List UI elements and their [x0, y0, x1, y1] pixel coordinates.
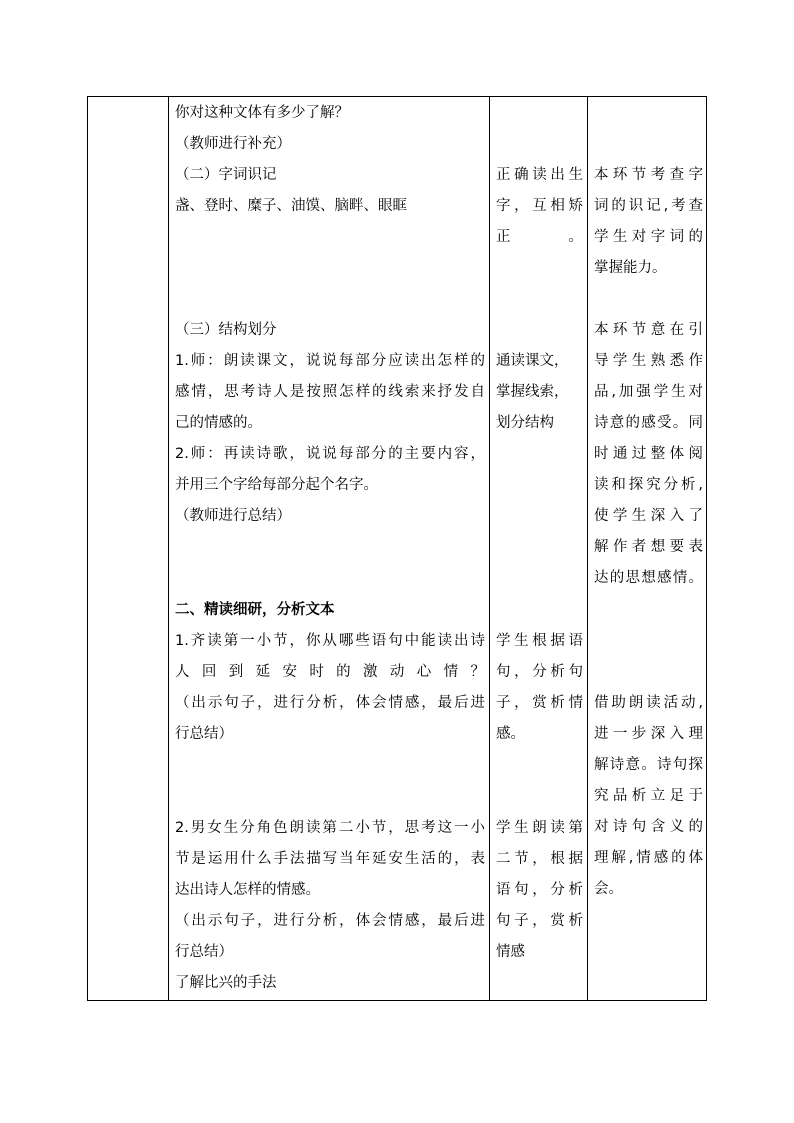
- col2-text-line: 人回到延安时的激动心情？: [175, 664, 485, 680]
- col2-text-line: 盏、登时、糜子、油馍、脑畔、眼眶: [175, 198, 407, 214]
- col3-text-line: 二节，根据: [496, 851, 583, 867]
- col4-text-line: 时通过整体阅: [594, 446, 703, 462]
- col4-text-line: 学生对字词的: [594, 229, 703, 245]
- col4-text-line: 进一步深入理: [594, 726, 703, 742]
- col4-text-line: 读和探究分析,: [594, 477, 703, 493]
- col2-text-line: 行总结）: [175, 726, 233, 742]
- col3-text-line: 情感: [496, 944, 525, 960]
- col2-text-line: 并用三个字给每部分起个名字。: [175, 477, 378, 493]
- col4-text-line: 诗意的感受。同: [594, 415, 703, 431]
- col4-text-line: 本环节考查字: [594, 167, 703, 183]
- col4-text-line: 解作者想要表: [594, 539, 703, 555]
- col3-text-line: 子，赏析情: [496, 695, 583, 711]
- col3-text-line: 通读课文，: [496, 353, 569, 369]
- col3-text-line: 正。: [496, 229, 583, 245]
- col3-text-line: 学生根据语: [496, 633, 583, 649]
- col3-text-line: 学生朗读第: [496, 820, 583, 836]
- col4-text-line: 本环节意在引: [594, 322, 703, 338]
- col2-text-line: （教师进行总结）: [175, 508, 291, 524]
- col2-text-line: 行总结）: [175, 944, 233, 960]
- col2-text-line: （教师进行补充）: [175, 136, 291, 152]
- col2-text-line: 你对这种文体有多少了解？: [175, 105, 349, 121]
- col2-text-line: 1.师：朗读课文，说说每部分应读出怎样的: [175, 353, 485, 369]
- col2-text-line: 了解比兴的手法: [175, 975, 277, 991]
- col2-text-line: 达出诗人怎样的情感。: [175, 882, 320, 898]
- col2-text-line: 二、精读细研，分析文本: [175, 602, 335, 618]
- teacher-activity-cell: [169, 97, 489, 1000]
- col4-text-line: 借助朗读活动,: [594, 695, 703, 711]
- col2-text-line: 己的情感的。: [175, 415, 262, 431]
- col2-text-line: 2.师：再读诗歌，说说每部分的主要内容，: [175, 446, 485, 462]
- col3-text-line: 句子，赏析: [496, 913, 583, 929]
- col2-text-line: 感情，思考诗人是按照怎样的线索来抒发自: [175, 384, 485, 400]
- col4-text-line: 达的思想感情。: [594, 570, 703, 586]
- col4-text-line: 理解,情感的体: [594, 850, 703, 866]
- student-activity-cell: [490, 97, 587, 1000]
- col2-text-line: （出示句子，进行分析，体会情感，最后进: [175, 913, 485, 929]
- design-intent-cell: [588, 97, 707, 1000]
- col2-text-line: （二）字词识记: [175, 167, 277, 183]
- col4-text-line: 解诗意。诗句探: [594, 757, 703, 773]
- col4-text-line: 品,加强学生对: [594, 384, 703, 400]
- col4-text-line: 使学生深入了: [594, 508, 703, 524]
- col4-text-line: 导学生熟悉作: [594, 353, 703, 369]
- col2-text-line: 2.男女生分角色朗读第二小节，思考这一小: [175, 820, 485, 836]
- col2-text-line: 节是运用什么手法描写当年延安生活的，表: [175, 851, 485, 867]
- col3-text-line: 正确读出生: [496, 167, 583, 183]
- col3-text-line: 划分结构: [496, 415, 554, 431]
- col4-text-line: 会。: [594, 881, 623, 897]
- col4-text-line: 词的识记,考查: [594, 198, 703, 214]
- col4-text-line: 究品析立足于: [594, 788, 703, 804]
- col3-text-line: 掌握线索，: [496, 384, 569, 400]
- col4-text-line: 对诗句含义的: [594, 819, 703, 835]
- col3-text-line: 感。: [496, 726, 525, 742]
- lesson-plan-table: [87, 96, 707, 1001]
- col3-text-line: 字，互相矫: [496, 198, 583, 214]
- col4-text-line: 掌握能力。: [594, 260, 667, 276]
- col2-text-line: （出示句子，进行分析，体会情感，最后进: [175, 695, 485, 711]
- col2-text-line: 1.齐读第一小节，你从哪些语句中能读出诗: [175, 633, 485, 649]
- col2-text-line: （三）结构划分: [175, 322, 277, 338]
- col3-text-line: 语句，分析: [496, 882, 583, 898]
- col3-text-line: 句，分析句: [496, 664, 583, 680]
